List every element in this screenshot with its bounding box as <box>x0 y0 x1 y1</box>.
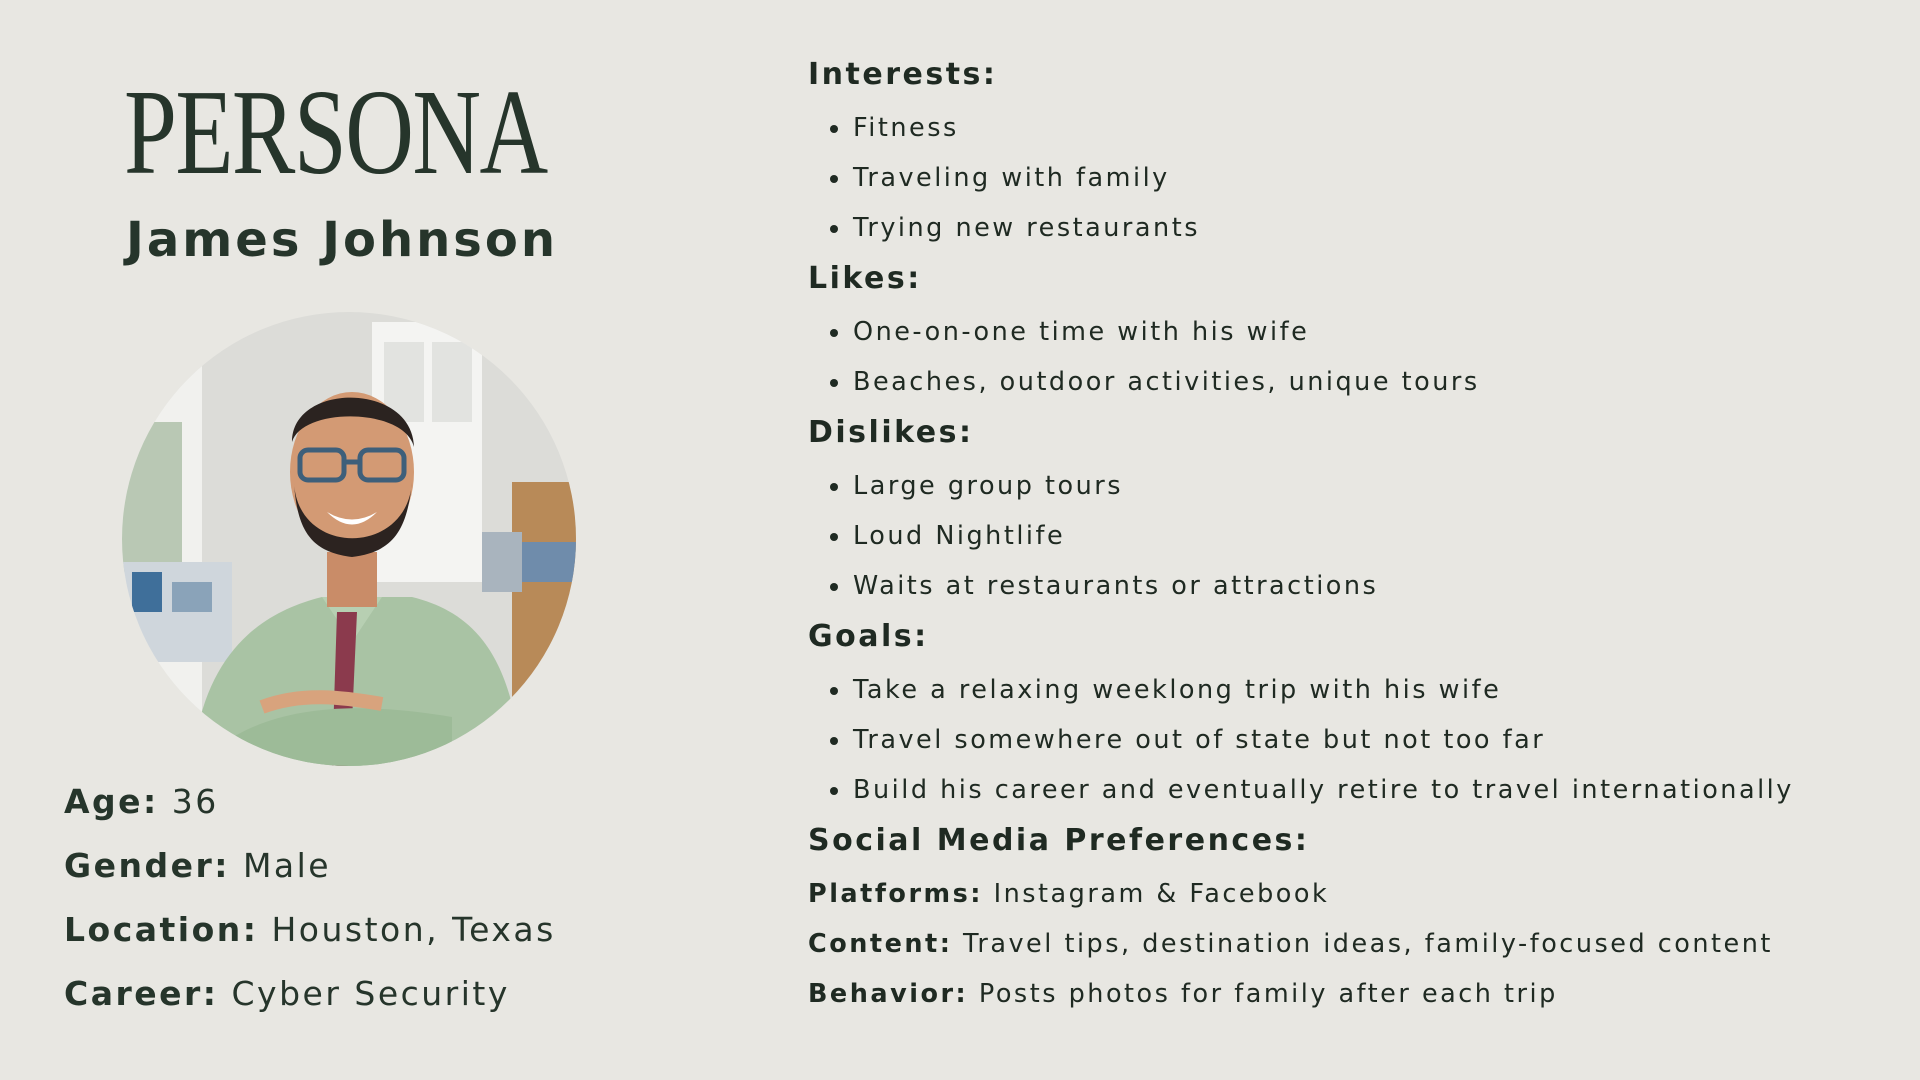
content-row <box>808 924 1888 974</box>
behavior-row <box>808 974 1888 1024</box>
list-item: Travel somewhere out of state but not too far <box>808 720 1888 770</box>
career-label: Career: <box>64 974 219 1013</box>
list-item: Beaches, outdoor activities, unique tours <box>808 362 1888 412</box>
interests-list <box>808 108 1888 258</box>
age-value: 36 <box>171 782 219 821</box>
social-media-heading: Social Media Preferences: <box>808 823 1310 858</box>
portrait-illustration <box>122 312 576 766</box>
persona-details <box>808 54 1888 1024</box>
list-item: Take a relaxing weeklong trip with his wife <box>808 670 1888 720</box>
page-title: PERSONA <box>124 65 547 200</box>
persona-name: James Johnson <box>126 212 558 268</box>
gender-label: Gender: <box>64 846 230 885</box>
interests-heading: Interests: <box>808 57 998 92</box>
location-label: Location: <box>64 910 259 949</box>
list-item: Trying new restaurants <box>808 208 1888 258</box>
location-row <box>64 906 556 970</box>
persona-photo <box>122 312 576 766</box>
goals-heading: Goals: <box>808 619 929 654</box>
list-item: Traveling with family <box>808 158 1888 208</box>
gender-row <box>64 842 556 906</box>
goals-list <box>808 670 1888 820</box>
content-label: Content: <box>808 929 953 959</box>
list-item: One-on-one time with his wife <box>808 312 1888 362</box>
list-item: Large group tours <box>808 466 1888 516</box>
age-label: Age: <box>64 782 159 821</box>
age-row <box>64 778 556 842</box>
list-item: Fitness <box>808 108 1888 158</box>
list-item: Waits at restaurants or attractions <box>808 566 1888 616</box>
behavior-value: Posts photos for family after each trip <box>978 979 1558 1009</box>
career-value: Cyber Security <box>231 974 510 1013</box>
platforms-row <box>808 874 1888 924</box>
content-value: Travel tips, destination ideas, family-focused content <box>963 929 1773 959</box>
dislikes-list <box>808 466 1888 616</box>
location-value: Houston, Texas <box>271 910 556 949</box>
likes-heading: Likes: <box>808 261 922 296</box>
dislikes-heading: Dislikes: <box>808 415 974 450</box>
platforms-label: Platforms: <box>808 879 983 909</box>
likes-list <box>808 312 1888 412</box>
list-item: Loud Nightlife <box>808 516 1888 566</box>
platforms-value: Instagram & Facebook <box>993 879 1330 909</box>
profile-facts <box>64 778 556 1034</box>
gender-value: Male <box>242 846 332 885</box>
career-row <box>64 970 556 1034</box>
list-item: Build his career and eventually retire to travel internationally <box>808 770 1888 820</box>
behavior-label: Behavior: <box>808 979 969 1009</box>
